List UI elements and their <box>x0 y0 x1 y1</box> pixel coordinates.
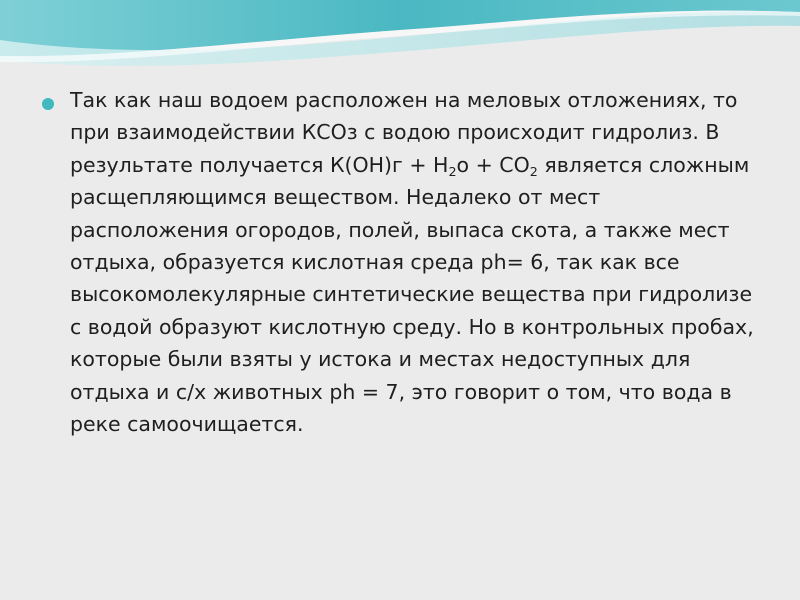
subscript-2-hydrogen: 2 <box>448 163 457 179</box>
paragraph-part-1: Так как наш водоем расположен на меловых отложениях, то при взаимодействии КСОз с водою происходит гидролиз. В результате получается К(ОН)г + Н <box>70 88 738 177</box>
paragraph-part-2: о + СО <box>456 152 530 177</box>
bullet-paragraph <box>70 84 760 440</box>
header-wave-decoration <box>0 0 800 80</box>
subscript-2-carbon: 2 <box>529 163 538 179</box>
bullet-dot-icon <box>42 98 54 110</box>
paragraph-part-3: является сложным расщепляющимся веществом. Недалеко от мест расположения огородов, полей, выпаса скота, а также мест отдыха, образуется кислотная среда рh= 6, так как все высокомолекулярные синтетические вещества при гидролизе с водой образуют кислотную среду. Но в контрольных пробах, которые были взяты у истока и местах недоступных для отдыха и с/х животных рh = 7, это говорит о том, что вода в реке самоочищается. <box>70 152 754 437</box>
